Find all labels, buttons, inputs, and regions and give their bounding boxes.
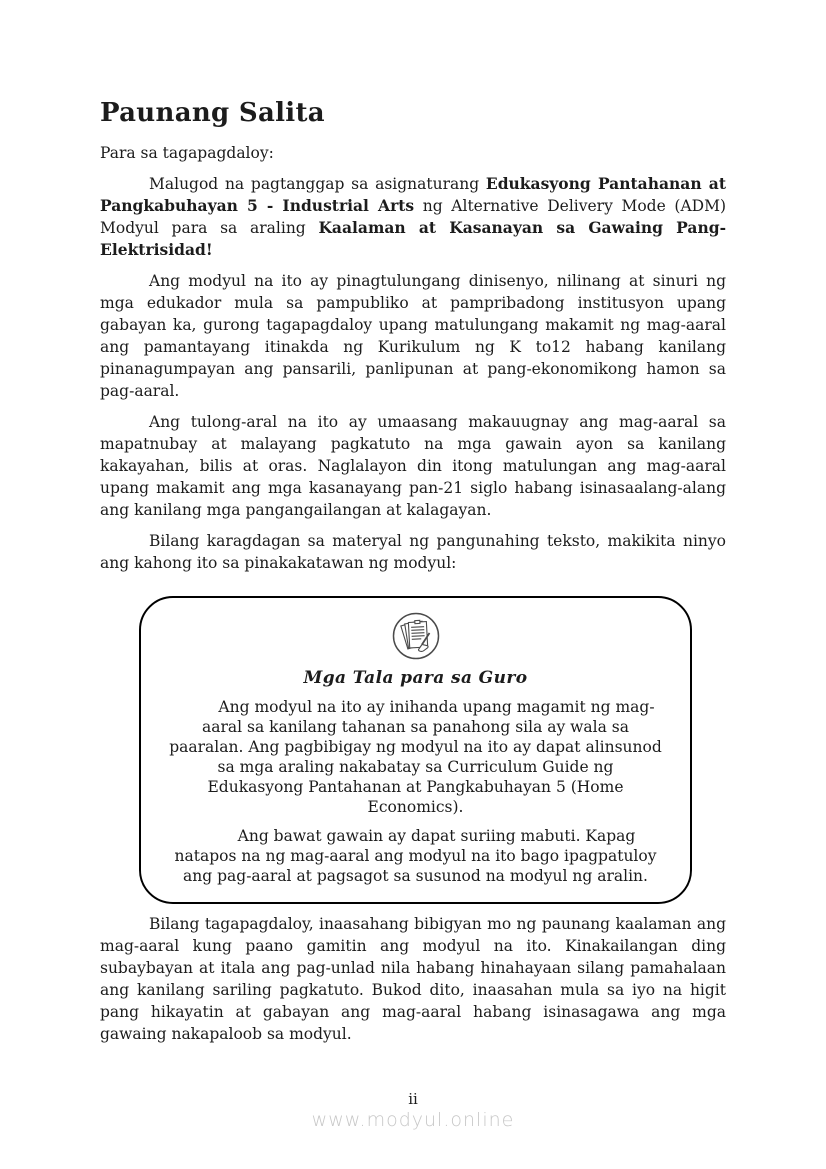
bold-text-segment: Edukasyong Pantahanan at Pangkabuhayan 5 - Industrial Arts — [100, 174, 726, 215]
notes-clipboard-icon — [157, 611, 674, 661]
paragraph-facilitator-closing: Bilang tagapagdaloy, inaasahang bibigyan mo ng paunang kaalaman ang mag-aaral kung paano gamitin ang modyul na ito. Kinakailangan ding subaybayan at itala ang pag-unlad nila habang hinahayaan silang pamahalaan ang kanilang sariling pagkatuto. Bukod dito, inaasahan mula sa iyo na higit pang hikayatin at gabayan ang mag-aaral habang isinasagawa ang mga gawaing nakapaloob sa modyul. — [100, 915, 726, 1043]
paragraph-box-intro: Bilang karagdagan sa materyal ng pangunahing teksto, makikita ninyo ang kahong ito sa pinakakatawan ng modyul: — [100, 532, 726, 572]
note-box-title: Mga Tala para sa Guro — [303, 668, 528, 688]
bold-text-segment: Kaalaman at Kasanayan sa Gawaing Pang- Elektrisidad! — [100, 218, 727, 259]
paragraph-module-design: Ang modyul na ito ay pinagtulungang dinisenyo, nilinang at sinuri ng mga edukador mula sa pampubliko at pampribadong institusyon upang gabayan ka, gurong tagapagdaloy upang matulungang makamit ng mag-aaral ang pamantayang itinakda ng Kurikulum ng K to12 habang kanilang pinanagumpayan ang pansarili, panlipunan at pang-ekonomikong hamon sa pag-aaral. — [100, 272, 726, 400]
website-watermark: www.modyul.online — [311, 1109, 515, 1131]
paragraph-learning-aid: Ang tulong-aral na ito ay umaasang makauugnay ang mag-aaral sa mapatnubay at malayang pagkatuto na mga gawain ayon sa kanilang kakayahan, bilis at oras. Naglalayon din itong matulungan ang mag-aaral upang makamit ang mga kasanayang pan-21 siglo habang isinasaalang-alang ang kanilang mga pangangailangan at kalagayan. — [100, 413, 726, 519]
page-number: ii — [408, 1090, 418, 1108]
page-footer — [0, 1090, 826, 1131]
salutation-line: Para sa tagapagdaloy: — [100, 144, 274, 162]
teacher-note-box — [139, 596, 692, 904]
paragraph-welcome — [100, 173, 726, 261]
text-segment: ng Alternative Delivery Mode (ADM) Modyul para sa araling — [100, 197, 726, 237]
note-box-paragraph-1: Ang modyul na ito ay inihanda upang magamit ng mag-aaral sa kanilang tahanan sa panahong sila ay wala sa paaralan. Ang pagbibigay ng modyul na ito ay dapat alinsunod sa mga araling nakabatay sa Curriculum Guide ng Edukasyong Pantahanan at Pangkabuhayan 5 (Home Economics). — [169, 698, 662, 816]
page-title: Paunang Salita — [100, 98, 325, 128]
text-segment: Malugod na pagtanggap sa asignaturang — [149, 175, 486, 193]
page-content — [100, 0, 726, 1045]
note-box-paragraph-2: Ang bawat gawain ay dapat suriing mabuti. Kapag natapos na ng mag-aaral ang modyul na ito bago ipagpatuloy ang pag-aaral at pagsagot sa susunod na modyul ng aralin. — [174, 827, 657, 885]
